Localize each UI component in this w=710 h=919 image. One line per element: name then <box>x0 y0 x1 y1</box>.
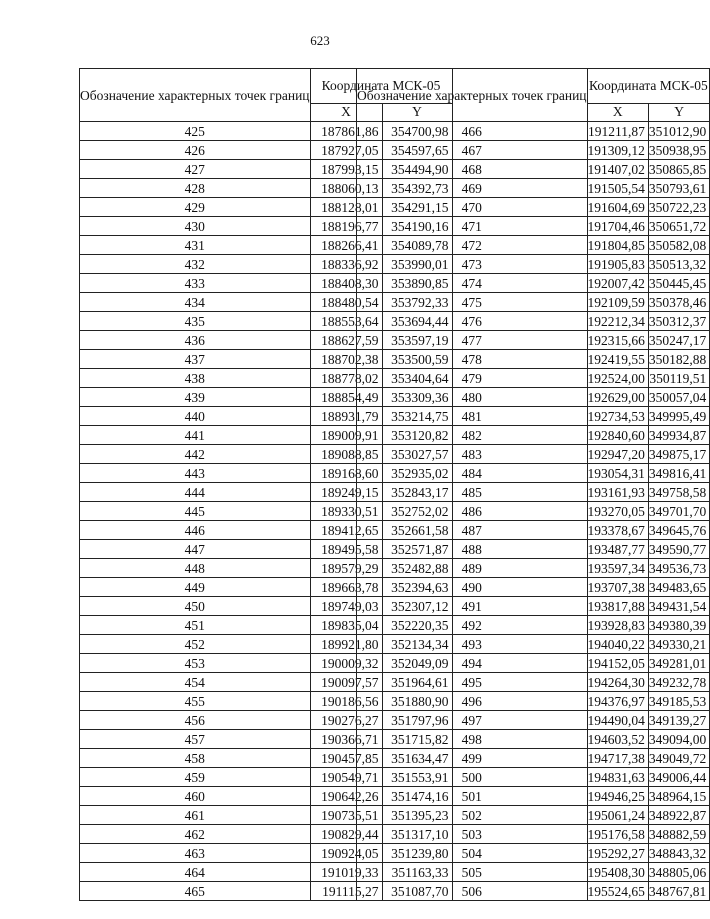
point-number: 479 <box>357 369 588 388</box>
y-coordinate: 350247,17 <box>648 331 709 350</box>
y-coordinate: 353404,64 <box>382 369 452 388</box>
point-number: 504 <box>357 844 588 863</box>
x-coordinate: 188060,13 <box>310 179 382 198</box>
y-coordinate: 351797,96 <box>382 711 452 730</box>
point-number: 458 <box>80 749 311 768</box>
x-coordinate: 194040,22 <box>587 635 648 654</box>
y-coordinate: 350445,45 <box>648 274 709 293</box>
y-coordinate: 353792,33 <box>382 293 452 312</box>
x-coordinate: 189579,29 <box>310 559 382 578</box>
y-coordinate: 349380,39 <box>648 616 709 635</box>
x-coordinate: 195176,58 <box>587 825 648 844</box>
point-number: 437 <box>80 350 311 369</box>
point-number: 451 <box>80 616 311 635</box>
coordinate-header: Координата МСК-05 <box>587 69 710 104</box>
y-coordinate: 354494,90 <box>382 160 452 179</box>
point-number: 500 <box>357 768 588 787</box>
y-coordinate: 349934,87 <box>648 426 709 445</box>
point-number: 427 <box>80 160 311 179</box>
point-number: 440 <box>80 407 311 426</box>
table-row <box>357 540 710 559</box>
y-coordinate: 349701,70 <box>648 502 709 521</box>
y-coordinate: 351634,47 <box>382 749 452 768</box>
coordinate-header: Координата МСК-05 <box>310 69 452 104</box>
table-row <box>357 255 710 274</box>
y-coordinate: 352220,35 <box>382 616 452 635</box>
table-row <box>357 464 710 483</box>
point-label-header: Обозначение характерных точек границ <box>80 69 311 122</box>
y-coordinate: 351880,90 <box>382 692 452 711</box>
point-number: 486 <box>357 502 588 521</box>
x-coordinate: 194490,04 <box>587 711 648 730</box>
y-coordinate: 348882,59 <box>648 825 709 844</box>
y-coordinate: 350182,88 <box>648 350 709 369</box>
y-coordinate: 348805,06 <box>648 863 709 882</box>
table-row <box>357 711 710 730</box>
y-coordinate: 349645,76 <box>648 521 709 540</box>
y-coordinate: 353027,57 <box>382 445 452 464</box>
point-number: 499 <box>357 749 588 768</box>
y-coordinate: 349094,00 <box>648 730 709 749</box>
x-header: X <box>587 103 648 121</box>
table-row <box>357 692 710 711</box>
x-coordinate: 192007,42 <box>587 274 648 293</box>
table-row <box>357 274 710 293</box>
x-coordinate: 195292,27 <box>587 844 648 863</box>
table-row <box>357 730 710 749</box>
x-coordinate: 192212,34 <box>587 312 648 331</box>
y-coordinate: 350651,72 <box>648 217 709 236</box>
point-number: 436 <box>80 331 311 350</box>
point-number: 454 <box>80 673 311 692</box>
x-coordinate: 194152,05 <box>587 654 648 673</box>
x-coordinate: 193817,88 <box>587 597 648 616</box>
y-coordinate: 349330,21 <box>648 635 709 654</box>
y-coordinate: 352935,02 <box>382 464 452 483</box>
y-coordinate: 354190,16 <box>382 217 452 236</box>
table-row <box>357 293 710 312</box>
point-number: 485 <box>357 483 588 502</box>
x-coordinate: 190735,51 <box>310 806 382 825</box>
point-number: 501 <box>357 787 588 806</box>
table-row <box>357 863 710 882</box>
x-coordinate: 190186,56 <box>310 692 382 711</box>
x-coordinate: 190549,71 <box>310 768 382 787</box>
x-coordinate: 194717,38 <box>587 749 648 768</box>
table-row <box>357 483 710 502</box>
y-coordinate: 349816,41 <box>648 464 709 483</box>
x-coordinate: 191604,69 <box>587 198 648 217</box>
point-number: 477 <box>357 331 588 350</box>
y-coordinate: 349139,27 <box>648 711 709 730</box>
point-number: 470 <box>357 198 588 217</box>
table-row <box>357 825 710 844</box>
point-number: 468 <box>357 160 588 179</box>
x-coordinate: 190009,32 <box>310 654 382 673</box>
y-coordinate: 354597,65 <box>382 141 452 160</box>
table-row <box>357 350 710 369</box>
point-number: 428 <box>80 179 311 198</box>
table-row <box>357 787 710 806</box>
point-number: 457 <box>80 730 311 749</box>
y-coordinate: 354089,78 <box>382 236 452 255</box>
x-coordinate: 189663,78 <box>310 578 382 597</box>
x-coordinate: 193597,34 <box>587 559 648 578</box>
y-coordinate: 353597,19 <box>382 331 452 350</box>
point-number: 459 <box>80 768 311 787</box>
x-coordinate: 188128,01 <box>310 198 382 217</box>
point-number: 478 <box>357 350 588 369</box>
x-coordinate: 187993,15 <box>310 160 382 179</box>
y-coordinate: 350938,95 <box>648 141 709 160</box>
table-row <box>357 882 710 901</box>
x-coordinate: 192840,60 <box>587 426 648 445</box>
point-number: 430 <box>80 217 311 236</box>
x-coordinate: 189495,58 <box>310 540 382 559</box>
x-coordinate: 191211,87 <box>587 122 648 141</box>
y-coordinate: 350865,85 <box>648 160 709 179</box>
x-coordinate: 189249,15 <box>310 483 382 502</box>
x-coordinate: 194946,25 <box>587 787 648 806</box>
y-coordinate: 352049,09 <box>382 654 452 673</box>
x-coordinate: 192947,20 <box>587 445 648 464</box>
y-coordinate: 352482,88 <box>382 559 452 578</box>
x-coordinate: 193928,83 <box>587 616 648 635</box>
x-coordinate: 187927,05 <box>310 141 382 160</box>
y-coordinate: 354291,15 <box>382 198 452 217</box>
y-coordinate: 350378,46 <box>648 293 709 312</box>
table-row <box>357 198 710 217</box>
table-row <box>357 616 710 635</box>
x-header: X <box>310 103 382 121</box>
y-coordinate: 353500,59 <box>382 350 452 369</box>
x-coordinate: 191019,33 <box>310 863 382 882</box>
x-coordinate: 189088,85 <box>310 445 382 464</box>
x-coordinate: 189168,60 <box>310 464 382 483</box>
x-coordinate: 192419,55 <box>587 350 648 369</box>
x-coordinate: 189330,51 <box>310 502 382 521</box>
table-row <box>357 635 710 654</box>
x-coordinate: 193487,77 <box>587 540 648 559</box>
x-coordinate: 189412,65 <box>310 521 382 540</box>
x-coordinate: 193378,67 <box>587 521 648 540</box>
x-coordinate: 191505,54 <box>587 179 648 198</box>
y-coordinate: 353120,82 <box>382 426 452 445</box>
x-coordinate: 191704,46 <box>587 217 648 236</box>
x-coordinate: 191115,27 <box>310 882 382 901</box>
point-number: 484 <box>357 464 588 483</box>
y-coordinate: 348843,32 <box>648 844 709 863</box>
point-number: 490 <box>357 578 588 597</box>
table-row <box>357 445 710 464</box>
point-number: 482 <box>357 426 588 445</box>
x-coordinate: 188931,79 <box>310 407 382 426</box>
y-coordinate: 353309,36 <box>382 388 452 407</box>
point-number: 506 <box>357 882 588 901</box>
table-row <box>357 236 710 255</box>
point-number: 498 <box>357 730 588 749</box>
point-number: 455 <box>80 692 311 711</box>
x-coordinate: 192315,66 <box>587 331 648 350</box>
y-coordinate: 350513,32 <box>648 255 709 274</box>
table-row <box>357 160 710 179</box>
y-coordinate: 349483,65 <box>648 578 709 597</box>
y-header: Y <box>648 103 709 121</box>
table-row <box>357 312 710 331</box>
x-coordinate: 194603,52 <box>587 730 648 749</box>
x-coordinate: 190642,26 <box>310 787 382 806</box>
table-row <box>357 369 710 388</box>
table-row <box>357 521 710 540</box>
table-body-right <box>357 122 710 901</box>
x-coordinate: 195524,65 <box>587 882 648 901</box>
x-coordinate: 190366,71 <box>310 730 382 749</box>
y-coordinate: 352843,17 <box>382 483 452 502</box>
point-number: 434 <box>80 293 311 312</box>
x-coordinate: 188266,41 <box>310 236 382 255</box>
x-coordinate: 193054,31 <box>587 464 648 483</box>
x-coordinate: 195061,24 <box>587 806 648 825</box>
y-coordinate: 348964,15 <box>648 787 709 806</box>
x-coordinate: 190457,85 <box>310 749 382 768</box>
y-coordinate: 354392,73 <box>382 179 452 198</box>
y-coordinate: 350582,08 <box>648 236 709 255</box>
point-number: 425 <box>80 122 311 141</box>
y-coordinate: 352752,02 <box>382 502 452 521</box>
point-number: 492 <box>357 616 588 635</box>
point-number: 481 <box>357 407 588 426</box>
y-coordinate: 349590,77 <box>648 540 709 559</box>
point-number: 465 <box>80 882 311 901</box>
x-coordinate: 190276,27 <box>310 711 382 730</box>
y-coordinate: 350722,23 <box>648 198 709 217</box>
point-number: 461 <box>80 806 311 825</box>
y-header: Y <box>382 103 452 121</box>
point-number: 471 <box>357 217 588 236</box>
table-row <box>357 426 710 445</box>
point-number: 480 <box>357 388 588 407</box>
x-coordinate: 188627,59 <box>310 331 382 350</box>
y-coordinate: 353694,44 <box>382 312 452 331</box>
table-row <box>357 179 710 198</box>
point-number: 474 <box>357 274 588 293</box>
x-coordinate: 188553,64 <box>310 312 382 331</box>
y-coordinate: 351012,90 <box>648 122 709 141</box>
point-number: 491 <box>357 597 588 616</box>
y-coordinate: 349995,49 <box>648 407 709 426</box>
y-coordinate: 350119,51 <box>648 369 709 388</box>
point-number: 460 <box>80 787 311 806</box>
point-number: 444 <box>80 483 311 502</box>
point-number: 442 <box>80 445 311 464</box>
x-coordinate: 194264,30 <box>587 673 648 692</box>
y-coordinate: 351964,61 <box>382 673 452 692</box>
y-coordinate: 349006,44 <box>648 768 709 787</box>
point-number: 488 <box>357 540 588 559</box>
y-coordinate: 351553,91 <box>382 768 452 787</box>
page-number: 623 <box>310 33 330 48</box>
x-coordinate: 190829,44 <box>310 825 382 844</box>
table-row <box>357 141 710 160</box>
point-number: 441 <box>80 426 311 445</box>
table-row <box>357 217 710 236</box>
y-coordinate: 352571,87 <box>382 540 452 559</box>
table-row <box>357 407 710 426</box>
y-coordinate: 351395,23 <box>382 806 452 825</box>
x-coordinate: 194831,63 <box>587 768 648 787</box>
x-coordinate: 192734,53 <box>587 407 648 426</box>
point-number: 472 <box>357 236 588 255</box>
point-number: 495 <box>357 673 588 692</box>
table-row <box>357 388 710 407</box>
y-coordinate: 350057,04 <box>648 388 709 407</box>
x-coordinate: 191309,12 <box>587 141 648 160</box>
x-coordinate: 191407,02 <box>587 160 648 179</box>
y-coordinate: 349431,54 <box>648 597 709 616</box>
point-number: 435 <box>80 312 311 331</box>
y-coordinate: 352307,12 <box>382 597 452 616</box>
y-coordinate: 349049,72 <box>648 749 709 768</box>
table-row <box>357 806 710 825</box>
table-row <box>357 749 710 768</box>
x-coordinate: 188336,92 <box>310 255 382 274</box>
point-number: 476 <box>357 312 588 331</box>
point-number: 463 <box>80 844 311 863</box>
point-number: 438 <box>80 369 311 388</box>
table-row <box>357 559 710 578</box>
table-row <box>357 597 710 616</box>
x-coordinate: 188778,02 <box>310 369 382 388</box>
y-coordinate: 349536,73 <box>648 559 709 578</box>
x-coordinate: 190097,57 <box>310 673 382 692</box>
point-number: 502 <box>357 806 588 825</box>
point-number: 505 <box>357 863 588 882</box>
point-number: 466 <box>357 122 588 141</box>
x-coordinate: 188408,30 <box>310 274 382 293</box>
y-coordinate: 353890,85 <box>382 274 452 293</box>
x-coordinate: 194376,97 <box>587 692 648 711</box>
point-number: 483 <box>357 445 588 464</box>
point-number: 431 <box>80 236 311 255</box>
y-coordinate: 349875,17 <box>648 445 709 464</box>
x-coordinate: 193270,05 <box>587 502 648 521</box>
point-number: 450 <box>80 597 311 616</box>
point-number: 464 <box>80 863 311 882</box>
table-row <box>357 331 710 350</box>
coordinates-table-right <box>356 68 710 901</box>
y-coordinate: 351087,70 <box>382 882 452 901</box>
point-number: 452 <box>80 635 311 654</box>
point-number: 456 <box>80 711 311 730</box>
y-coordinate: 348922,87 <box>648 806 709 825</box>
x-coordinate: 188702,38 <box>310 350 382 369</box>
x-coordinate: 190924,05 <box>310 844 382 863</box>
x-coordinate: 189749,03 <box>310 597 382 616</box>
table-row <box>357 502 710 521</box>
y-coordinate: 350793,61 <box>648 179 709 198</box>
point-number: 493 <box>357 635 588 654</box>
y-coordinate: 352394,63 <box>382 578 452 597</box>
x-coordinate: 188196,77 <box>310 217 382 236</box>
x-coordinate: 188854,49 <box>310 388 382 407</box>
x-coordinate: 195408,30 <box>587 863 648 882</box>
table-row <box>357 673 710 692</box>
point-number: 469 <box>357 179 588 198</box>
x-coordinate: 189009,91 <box>310 426 382 445</box>
x-coordinate: 188480,54 <box>310 293 382 312</box>
y-coordinate: 354700,98 <box>382 122 452 141</box>
point-number: 489 <box>357 559 588 578</box>
table-row <box>357 844 710 863</box>
point-number: 433 <box>80 274 311 293</box>
table-row <box>357 122 710 141</box>
x-coordinate: 187861,86 <box>310 122 382 141</box>
y-coordinate: 351715,82 <box>382 730 452 749</box>
y-coordinate: 353990,01 <box>382 255 452 274</box>
point-number: 439 <box>80 388 311 407</box>
x-coordinate: 193707,38 <box>587 578 648 597</box>
point-number: 453 <box>80 654 311 673</box>
point-number: 503 <box>357 825 588 844</box>
y-coordinate: 351474,16 <box>382 787 452 806</box>
point-number: 467 <box>357 141 588 160</box>
y-coordinate: 350312,37 <box>648 312 709 331</box>
x-coordinate: 189921,80 <box>310 635 382 654</box>
x-coordinate: 192629,00 <box>587 388 648 407</box>
y-coordinate: 349281,01 <box>648 654 709 673</box>
x-coordinate: 191905,83 <box>587 255 648 274</box>
y-coordinate: 351163,33 <box>382 863 452 882</box>
point-number: 473 <box>357 255 588 274</box>
y-coordinate: 351317,10 <box>382 825 452 844</box>
y-coordinate: 352661,58 <box>382 521 452 540</box>
point-number: 445 <box>80 502 311 521</box>
point-number: 475 <box>357 293 588 312</box>
x-coordinate: 189835,04 <box>310 616 382 635</box>
point-number: 494 <box>357 654 588 673</box>
point-number: 449 <box>80 578 311 597</box>
y-coordinate: 353214,75 <box>382 407 452 426</box>
point-number: 447 <box>80 540 311 559</box>
x-coordinate: 193161,93 <box>587 483 648 502</box>
y-coordinate: 352134,34 <box>382 635 452 654</box>
table-row <box>357 654 710 673</box>
y-coordinate: 348767,81 <box>648 882 709 901</box>
x-coordinate: 192524,00 <box>587 369 648 388</box>
x-coordinate: 191804,85 <box>587 236 648 255</box>
point-number: 497 <box>357 711 588 730</box>
point-number: 446 <box>80 521 311 540</box>
point-number: 448 <box>80 559 311 578</box>
point-number: 429 <box>80 198 311 217</box>
y-coordinate: 351239,80 <box>382 844 452 863</box>
y-coordinate: 349232,78 <box>648 673 709 692</box>
table-row <box>357 768 710 787</box>
point-number: 443 <box>80 464 311 483</box>
point-number: 487 <box>357 521 588 540</box>
x-coordinate: 192109,59 <box>587 293 648 312</box>
point-number: 432 <box>80 255 311 274</box>
y-coordinate: 349758,58 <box>648 483 709 502</box>
point-number: 462 <box>80 825 311 844</box>
point-number: 426 <box>80 141 311 160</box>
table-row <box>357 578 710 597</box>
point-number: 496 <box>357 692 588 711</box>
y-coordinate: 349185,53 <box>648 692 709 711</box>
point-label-header: Обозначение характерных точек границ <box>357 69 588 122</box>
